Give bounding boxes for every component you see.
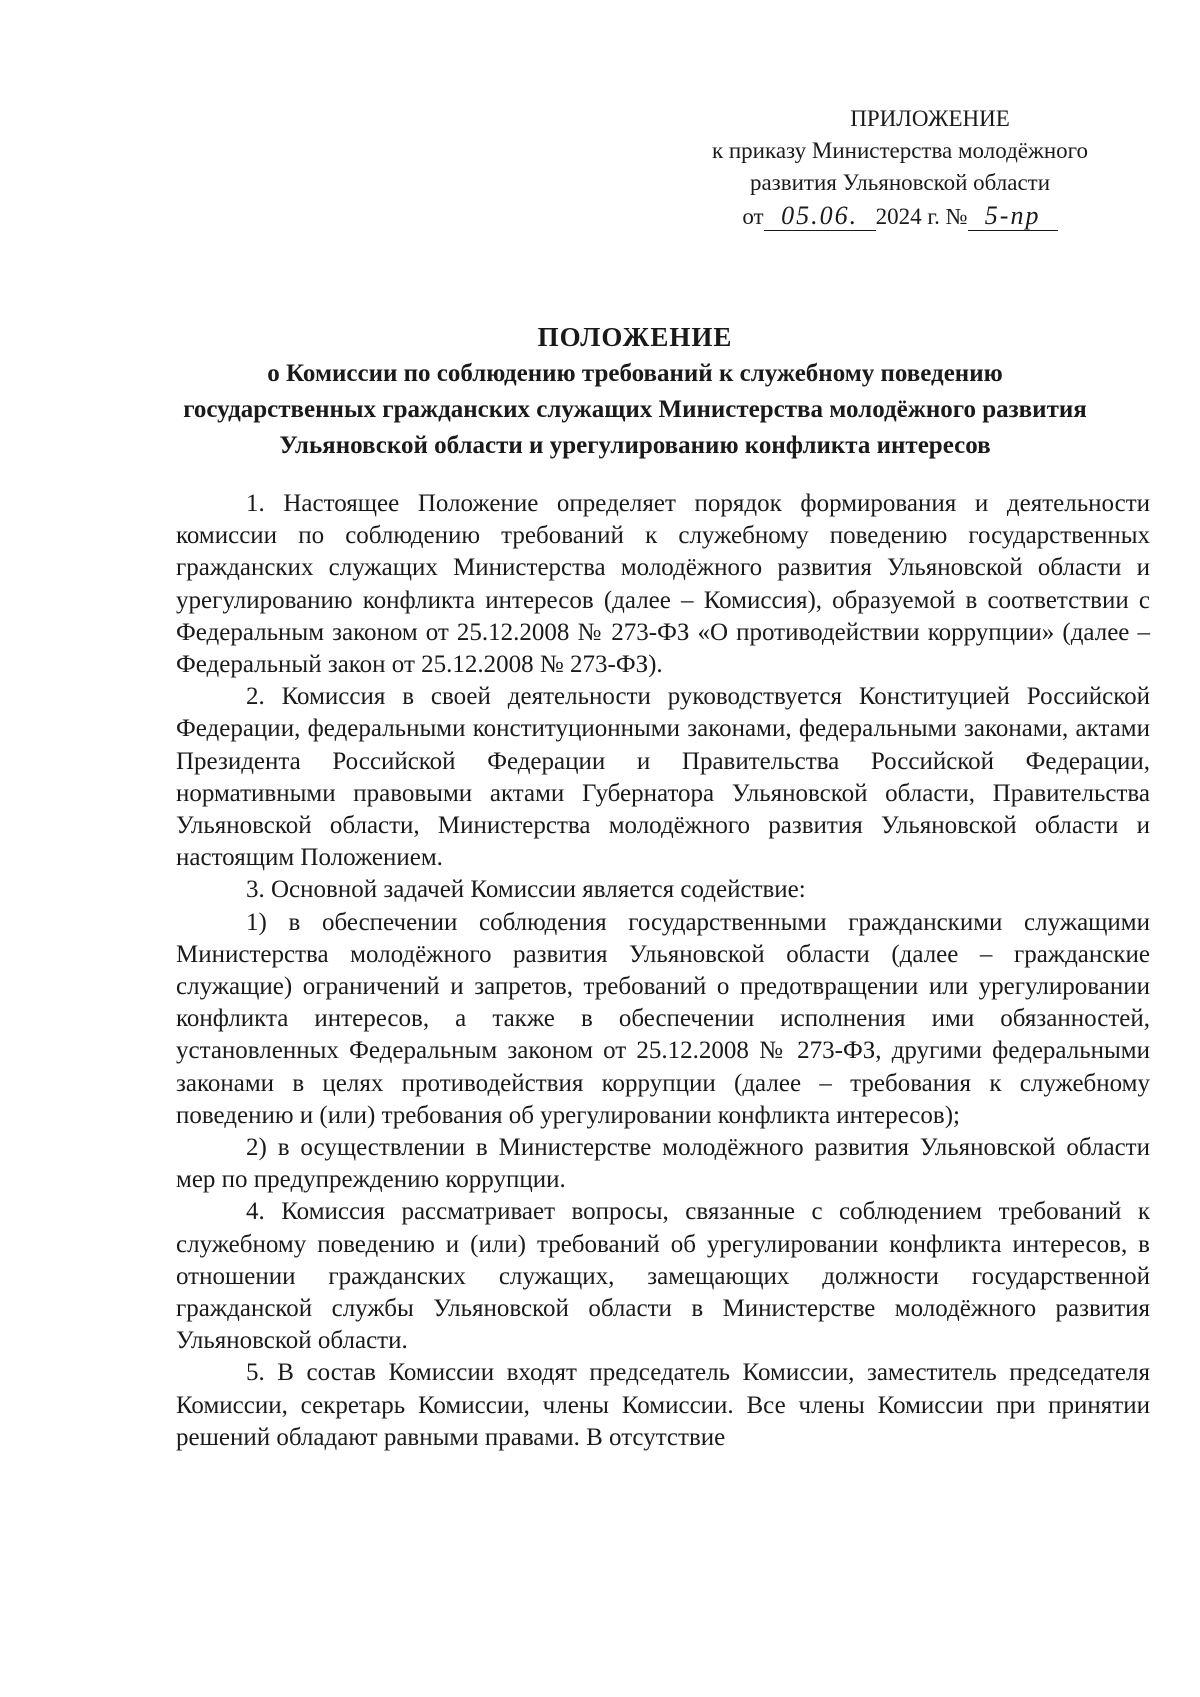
paragraph-1: 1. Настоящее Положение определяет порядок формирования и деятельности комиссии по соблюдению требований к служебному поведению государственных гражданских служащих Министерства молодёжного развития Ульяновской области и урегулированию конфликта интересов (далее – Комиссия), образуемой в соответствии с Федеральным законом от 25.12.2008 № 273-ФЗ «О противодействии коррупции» (далее – Федеральный закон от 25.12.2008 № 273-ФЗ).	[176, 490, 1150, 679]
paragraph-3-item-2: 2) в осуществлении в Министерстве молодёжного развития Ульяновской области мер по предупреждению коррупции.	[176, 1134, 1150, 1194]
paragraph-3: 3. Основной задачей Комиссии является содействие:	[246, 876, 806, 904]
date-prefix: от	[742, 204, 764, 229]
handwritten-date: 05.06.	[764, 202, 876, 231]
document-body	[176, 488, 1150, 1454]
document-title-block	[130, 318, 1140, 464]
document-subtitle: о Комиссии по соблюдению требований к служебному поведению государственных гражданских служащих Министерства молодёжного развития Ульяновской области и урегулированию конфликта интересов	[183, 360, 1087, 459]
appendix-block	[640, 103, 1160, 233]
handwritten-order-number: 5-пр	[968, 202, 1058, 231]
paragraph-5: 5. В состав Комиссии входят председатель Комиссии, заместитель председателя Комиссии, секретарь Комиссии, члены Комиссии. Все члены Комиссии при принятии решений обладают равными правами. В отсутствие	[176, 1359, 1150, 1451]
document-title: ПОЛОЖЕНИЕ	[537, 322, 733, 352]
appendix-order-line: к приказу Министерства молодёжного	[711, 138, 1089, 163]
paragraph-3-item-1: 1) в обеспечении соблюдения государственными гражданскими служащими Министерства молодёжного развития Ульяновской области (далее – гражданские служащие) ограничений и запретов, требований о предотвращении или урегулировании конфликта интересов, а также в обеспечении исполнения ими обязанностей, установленных Федеральным законом от 25.12.2008 № 273-ФЗ, другими федеральными законами в целях противодействия коррупции (далее – требования к служебному поведению и (или) требования об урегулировании конфликта интересов);	[176, 908, 1150, 1129]
appendix-date-line	[640, 201, 1160, 233]
paragraph-4: 4. Комиссия рассматривает вопросы, связанные с соблюдением требований к служебному поведению и (или) требований об урегулировании конфликта интересов, в отношении гражданских служащих, замещающих должности государственной гражданской службы Ульяновской области в Министерстве молодёжного развития Ульяновской области.	[176, 1198, 1150, 1355]
paragraph-2: 2. Комиссия в своей деятельности руководствуется Конституцией Российской Федерации, федеральными конституционными законами, федеральными законами, актами Президента Российской Федерации и Правительства Российской Федерации, нормативными правовыми актами Губернатора Ульяновской области, Правительства Ульяновской области, Министерства молодёжного развития Ульяновской области и настоящим Положением.	[176, 683, 1150, 872]
appendix-ministry-line: развития Ульяновской области	[749, 170, 1051, 195]
year-number-label: 2024 г. №	[875, 204, 968, 229]
appendix-title: ПРИЛОЖЕНИЕ	[850, 106, 1010, 131]
